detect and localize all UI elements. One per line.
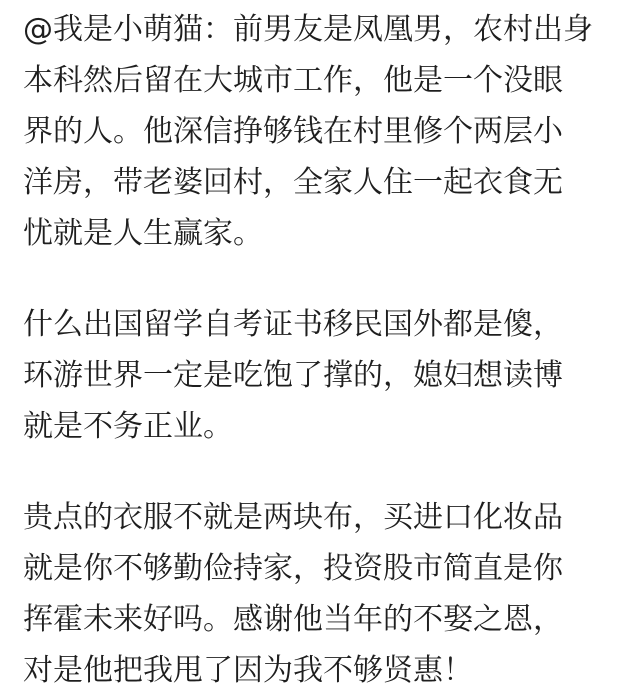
text-line: 就是不务正业。 [23,409,233,444]
text-line: 忧就是人生赢家。 [23,216,263,251]
paragraph-1 [23,4,623,259]
paragraph-spacer [23,259,623,299]
text-line: 本科然后留在大城市工作，他是一个没眼 [23,63,563,98]
text-line: 挥霍未来好吗。感谢他当年的不娶之恩， [23,602,563,637]
post-body [23,0,623,696]
text-line: @我是小萌猫：前男友是凤凰男，农村出身 [23,12,593,47]
text-line: 什么出国留学自考证书移民国外都是傻， [23,307,563,342]
paragraph-spacer [23,452,623,492]
text-line: 洋房，带老婆回村，全家人住一起衣食无 [23,165,563,200]
text-line: 环游世界一定是吃饱了撑的，媳妇想读博 [23,358,563,393]
text-line: 贵点的衣服不就是两块布，买进口化妆品 [23,500,563,535]
text-line: 就是你不够勤俭持家，投资股市简直是你 [23,551,563,586]
paragraph-2 [23,299,623,452]
text-line: 对是他把我甩了因为我不够贤惠！ [23,653,473,688]
paragraph-3 [23,492,623,696]
text-line: 界的人。他深信挣够钱在村里修个两层小 [23,114,563,149]
